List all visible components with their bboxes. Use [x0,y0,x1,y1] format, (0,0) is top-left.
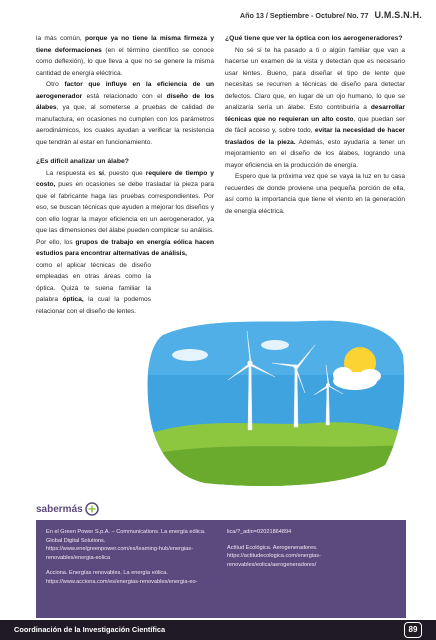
body-text: No sé si te ha pasado a ti o algún familiar que van a hacerse un examen de la vista y detectan que es necesario usar lentes. Bueno, para diseñar el tipo de lente que necesitas se recurren a técnicas de diseño para detectar defectos. Claro que, en lugar de un ojo humano, lo que se analizaría sería un álabe. Esto contribuiría a [225,46,405,111]
body-text: la más común, [36,35,85,42]
body-text: Además, esto ayudaría a tener un mejoramiento en el diseño de los álabes, logrando una mayor eficiencia en la producción de energía. [225,138,405,169]
university-name: U.M.S.N.H. [374,10,422,20]
references-box [36,520,406,618]
reference-item: Acciona. Energías renovables. La energía eólica. https://www.acciona.com/es/energias-renovables/energia-eo- [46,570,198,585]
logo-text: sabermás [36,503,83,515]
footer-text: Coordinación de la Investigación Científica [14,625,166,634]
page-footer [0,620,436,640]
body-text: Otro [46,81,65,88]
body-text: está relacionado con el [82,92,167,100]
right-column [225,33,405,217]
reference-item: lica/?_adin=02021864894 [227,529,292,535]
body-text: , ya que, al someterse a pruebas de calidad de manufactura, en ocasiones no cumplen con los parámetros aerodinámicos, los cuales ayudan a verificar la resistencia que tendrán al estar en funcionamiento. [36,104,214,146]
right-paragraph-1 [225,45,405,172]
wind-turbines-illustration [145,315,407,490]
body-text: Espero que la próxima vez que se vaya la luz en tu casa recuerdes de donde proviene una pequeña porción de ella, así como la importancia que tiene el viento en la generación de energía eléctrica. [225,173,405,215]
references-column-2 [227,528,396,610]
emphasis-text: desarrollar técnicas que no requieran un alto costo [225,104,405,123]
emphasis-text: óptica, [62,296,84,303]
emphasis-text: diseño de los álabes [36,92,215,111]
body-text: , puesto que [103,169,146,177]
heading-analizar-alabe: ¿Es difícil analizar un álabe? [36,158,129,165]
saber-mas-logo [36,502,99,516]
body-text: La respuesta es [46,169,99,177]
issue-header [240,10,422,20]
reference-item: En el Green Power S.p.A. – Communications. La energía eólica. Global Digital Solutions. https://www.enelgreenpower.com/es/learning-hub/energias-renovables/energia-eolica [46,529,206,561]
left-paragraph-1 [36,33,214,79]
left-column [36,33,214,317]
plus-icon [85,502,99,516]
references-column-1 [46,528,215,610]
body-text: como el aplicar técnicas de diseño empleadas en otras áreas como la óptica. Quizá te suena familiar la palabra [36,261,151,303]
emphasis-text: factor que influye en la eficiencia de un aerogenerador [36,81,214,100]
body-text: (en el término científico se conoce como deflexión), lo que lleva a que no se genere la misma cantidad de energía eléctrica. [36,46,215,77]
reference-item: Actitud Ecológica. Aerogeneradores. https://actitudecologica.com/energias-renovables/eolica/aerogeneradores/ [227,544,321,568]
left-paragraph-2 [36,79,214,148]
page-number: 89 [404,622,422,638]
left-paragraph-3 [36,168,214,260]
emphasis-text: requiere de tiempo y costo, [36,169,214,188]
body-text: , que puedan ser de fácil acceso y, sobre todo, [225,115,405,134]
issue-info: Año 13 / Septiembre - Octubre/ No. 77 [239,11,369,20]
heading-optica: ¿Qué tiene que ver la óptica con los aerogeneradores? [225,35,403,42]
body-text: la cual la podemos relacionar con el diseño de lentes. [36,296,151,315]
left-paragraph-4 [36,260,151,318]
emphasis-text: sí [98,169,104,177]
body-text: pues en ocasiones se debe trasladar la pieza para que el fabricante haga las pruebas correspondientes. Por eso, se buscan técnicas que ayuden a mejorar los diseños y con ello lograr la mayor eficiencia en un aerogenerador, ya que las dimensiones del álabe pueden complicar su análisis. Por ello, los [36,181,214,246]
right-paragraph-2 [225,171,405,217]
emphasis-text: evitar la necesidad de hacer traslados de la pieza. [225,127,405,146]
emphasis-text: porque ya no tiene la misma firmeza y tiene deformaciones [36,35,214,54]
emphasis-text: grupos de trabajo en energía eólica hacen estudios para encontrar alternativas de análisis, [36,238,214,257]
